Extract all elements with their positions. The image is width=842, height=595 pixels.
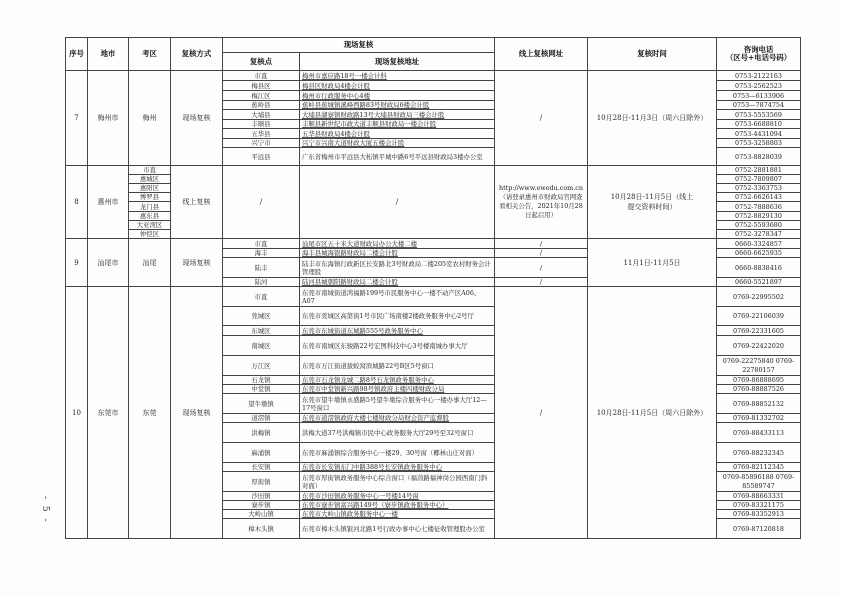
online-url-cell: / xyxy=(495,249,588,258)
address-cell: 洪梅大道37号洪梅镇市民中心政务服务大厅29号至32号窗口 xyxy=(300,423,495,443)
point-cell: 丰顺县 xyxy=(223,120,300,129)
table-row xyxy=(66,166,801,175)
exam-area-cell: 市直 xyxy=(129,166,171,175)
phone-cell: 0752-6626143 xyxy=(716,193,800,202)
point-cell: 兴宁市 xyxy=(223,139,300,148)
phone-cell: 0752-2881881 xyxy=(716,166,800,175)
time-cell: 10月28日-11月5日（线上提交资料时间） xyxy=(587,166,716,239)
review-schedule-table xyxy=(65,37,801,539)
exam-area-cell: 东莞 xyxy=(129,287,171,539)
city-cell: 梅州市 xyxy=(88,71,129,166)
exam-area-cell: 龙门县 xyxy=(129,202,171,212)
address-cell: 东莞市石龙镇龙城二路8号石龙镇政务服务中心 xyxy=(300,376,495,385)
point-cell: 梅县区 xyxy=(223,81,300,91)
address-cell: 东莞市沙田镇政务服务中心一号楼14号窗 xyxy=(300,492,495,501)
phone-cell: 0769-87120818 xyxy=(716,519,800,539)
point-cell: 中堂镇 xyxy=(223,385,300,394)
phone-cell: 0752-3278347 xyxy=(716,230,800,239)
address-cell: 东莞市东城街道东城路555号政务服务中心 xyxy=(300,326,495,336)
point-cell: 万江区 xyxy=(223,356,300,376)
address-cell: 梅州市嘉应路18号一楼会计科 xyxy=(300,71,495,81)
address-cell: 梅州市行政服务中心4楼 xyxy=(300,91,495,101)
point-cell: 陆河 xyxy=(223,278,300,287)
address-cell: 东莞市南城区东骏路22号宏图科技中心3号楼南城办事大厅 xyxy=(300,336,495,356)
point-cell: 厚街镇 xyxy=(223,472,300,492)
address-cell: 东莞市南城街道鸿福路199号市民服务中心一楼不动产区A06、A07 xyxy=(300,287,495,307)
exam-area-cell: 大亚湾区 xyxy=(129,221,171,230)
point-cell: 寮步镇 xyxy=(223,501,300,510)
phone-cell: 0769-83321175 xyxy=(716,501,800,510)
point-cell: 樟木头镇 xyxy=(223,519,300,539)
online-url-cell: / xyxy=(495,258,588,278)
phone-cell: 0660-6625935 xyxy=(716,249,800,258)
header-online-url: 线上复核网址 xyxy=(495,38,588,71)
online-url-cell: / xyxy=(495,239,588,249)
point-cell: 麻涌镇 xyxy=(223,443,300,463)
header-time: 复核时间 xyxy=(587,38,716,71)
header-phone-line2: （区号+电话号码） xyxy=(725,53,792,62)
point-cell: 五华县 xyxy=(223,129,300,139)
header-seq: 序号 xyxy=(66,38,88,71)
point-cell: 东城区 xyxy=(223,326,300,336)
point-cell: 蕉岭县 xyxy=(223,101,300,110)
table-row xyxy=(66,239,801,249)
header-onsite-group: 现场复核 xyxy=(223,38,495,53)
seq-cell: 8 xyxy=(66,166,88,239)
address-cell: 兴宁市兴南大道财政大厦五楼会计股 xyxy=(300,139,495,148)
online-url-cell: / xyxy=(495,278,588,287)
phone-cell: 0753-5553569 xyxy=(716,110,800,120)
point-cell: 望牛墩镇 xyxy=(223,394,300,414)
address-cell: 东莞市大岭山镇政务服务中心一楼 xyxy=(300,510,495,519)
address-cell: 陆河县城朝阳路财政局二楼会计股 xyxy=(300,278,495,287)
phone-cell: 0769-88887526 xyxy=(716,385,800,394)
phone-cell: 0753—6133906 xyxy=(716,91,800,101)
table-row xyxy=(66,71,801,81)
phone-cell: 0769-88232345 xyxy=(716,443,800,463)
seq-cell: 10 xyxy=(66,287,88,539)
phone-cell: 0769-88663331 xyxy=(716,492,800,501)
phone-cell: 0753—7874754 xyxy=(716,101,800,110)
phone-cell: 0769-22331605 xyxy=(716,326,800,336)
point-cell: 梅江区 xyxy=(223,91,300,101)
method-cell: 现场复核 xyxy=(171,71,223,166)
city-cell: 惠州市 xyxy=(88,166,129,239)
phone-cell: 0769-22275840 0769-22780157 xyxy=(716,356,800,376)
point-cell: 平远县 xyxy=(223,148,300,166)
address-cell: 大埔县湖寮镇财政路13号大埔县财政局三楼会计股 xyxy=(300,110,495,120)
address-cell: 东莞市长安镇东门中路388号长安镇政务服务中心 xyxy=(300,463,495,472)
header-city: 地市 xyxy=(88,38,129,71)
phone-cell: 0769-22106039 xyxy=(716,307,800,326)
method-cell: 现场复核 xyxy=(171,287,223,539)
phone-cell: 0752-3363753 xyxy=(716,184,800,193)
phone-cell: 0660-3324857 xyxy=(716,239,800,249)
address-cell: 丰顺县新世纪市政大道丰顺县财政局一楼会计股 xyxy=(300,120,495,129)
exam-area-cell: 惠东县 xyxy=(129,212,171,221)
header-onsite-point: 复核点 xyxy=(223,53,300,71)
address-cell: 广东省梅州市平远县大柘镇平城中路6号平远县财政局3楼办公室 xyxy=(300,148,495,166)
address-cell: 蕉岭县蕉城镇溪峰西路83号财政局6楼会计股 xyxy=(300,101,495,110)
phone-cell: 0752-8829130 xyxy=(716,212,800,221)
header-exam-area: 考区 xyxy=(129,38,171,71)
header-method: 复核方式 xyxy=(171,38,223,71)
phone-cell: 0753-3258803 xyxy=(716,139,800,148)
city-cell: 东莞市 xyxy=(88,287,129,539)
point-cell: / xyxy=(223,166,300,239)
phone-cell: 0769-88852132 xyxy=(716,394,800,414)
phone-cell: 0753-4431094 xyxy=(716,129,800,139)
phone-cell: 0769-82112345 xyxy=(716,463,800,472)
header-onsite-address: 现场复核地址 xyxy=(300,53,495,71)
exam-area-cell: 惠阳区 xyxy=(129,184,171,193)
address-cell: 东莞市樟木头镇银河北路1号行政办事中心七楼征收管理股办公室 xyxy=(300,519,495,539)
address-cell: / xyxy=(300,166,495,239)
point-cell: 沙田镇 xyxy=(223,492,300,501)
point-cell: 市直 xyxy=(223,71,300,81)
point-cell: 大岭山镇 xyxy=(223,510,300,519)
phone-cell: 0769-22422020 xyxy=(716,336,800,356)
phone-cell: 0752-5593680 xyxy=(716,221,800,230)
method-cell: 线上复核 xyxy=(171,166,223,239)
time-cell: 10月28日-11月3日（周六日除外） xyxy=(587,71,716,166)
exam-area-cell: 博罗县 xyxy=(129,193,171,202)
exam-area-cell: 汕尾 xyxy=(129,239,171,287)
phone-cell: 0660-8838416 xyxy=(716,258,800,278)
phone-cell: 0769-88433113 xyxy=(716,423,800,443)
point-cell: 洪梅镇 xyxy=(223,423,300,443)
exam-area-cell: 仲恺区 xyxy=(129,230,171,239)
address-cell: 东莞市道滘镇政府大楼七楼财政分局财会资产监督股 xyxy=(300,414,495,423)
phone-cell: 0753-8828039 xyxy=(716,148,800,166)
exam-area-cell: 惠城区 xyxy=(129,175,171,184)
address-cell: 东莞市中堂镇新兴路98号镇政府主楼四楼财政分局 xyxy=(300,385,495,394)
address-cell: 梅县区财政局4楼会计股 xyxy=(300,81,495,91)
phone-cell: 0660-5521897 xyxy=(716,278,800,287)
point-cell: 莞城区 xyxy=(223,307,300,326)
address-cell: 五华县财政局4楼会计股 xyxy=(300,129,495,139)
online-url-cell: http://www.ewedu.com.cn（请登录惠州市财政局官网查看相关公告，2021年10月28日起启用） xyxy=(495,166,588,239)
address-cell: 汕尾市区五十米大道财政局办公大楼二楼 xyxy=(300,239,495,249)
address-cell: 东莞市莞城区高第街1号市民广场南楼2楼政务服务中心2号厅 xyxy=(300,307,495,326)
address-cell: 东莞市万江街道拔蛟窝滨城路22号B区5号窗口 xyxy=(300,356,495,376)
phone-cell: 0753-6688810 xyxy=(716,120,800,129)
phone-cell: 0769-22995502 xyxy=(716,287,800,307)
seq-cell: 7 xyxy=(66,71,88,166)
point-cell: 海丰 xyxy=(223,249,300,258)
point-cell: 石龙镇 xyxy=(223,376,300,385)
phone-cell: 0769-86888695 xyxy=(716,376,800,385)
point-cell: 市直 xyxy=(223,239,300,249)
phone-cell: 0753-2122163 xyxy=(716,71,800,81)
address-cell: 海丰县城海银路财政局二楼会计股 xyxy=(300,249,495,258)
phone-cell: 0769-85896188 0769-85589747 xyxy=(716,472,800,492)
phone-cell: 0753-2562523 xyxy=(716,81,800,91)
header-phone xyxy=(716,38,800,71)
header-phone-line1: 咨询电话 xyxy=(743,45,774,54)
method-cell: 现场复核 xyxy=(171,239,223,287)
city-cell: 汕尾市 xyxy=(88,239,129,287)
page-number: - 5 - xyxy=(40,496,50,524)
phone-cell: 0752-7888636 xyxy=(716,202,800,212)
online-url-cell: / xyxy=(495,71,588,166)
address-cell: 东莞市麻涌镇综合服务中心一楼29、30号窗（椰林山庄对面） xyxy=(300,443,495,463)
table-row xyxy=(66,287,801,307)
phone-cell: 0769-81332702 xyxy=(716,414,800,423)
point-cell: 道滘镇 xyxy=(223,414,300,423)
point-cell: 长安镇 xyxy=(223,463,300,472)
time-cell: 11月1日-11月5日 xyxy=(587,239,716,287)
online-url-cell: / xyxy=(495,287,588,539)
address-cell: 东莞市厚街镇政务服务中心综合窗口（福茵路福神岗公园西南门斜对面） xyxy=(300,472,495,492)
point-cell: 陆丰 xyxy=(223,258,300,278)
point-cell: 市直 xyxy=(223,287,300,307)
time-cell: 10月28日-11月5日（周六日除外） xyxy=(587,287,716,539)
phone-cell: 0769-83352913 xyxy=(716,510,800,519)
point-cell: 南城区 xyxy=(223,336,300,356)
address-cell: 东莞市寮步镇富兴路149号（寮步镇政务服务中心） xyxy=(300,501,495,510)
exam-area-cell: 梅州 xyxy=(129,71,171,166)
address-cell: 陆丰市东海镇行政新区长安路北3号财政局二楼205室农村财务会计管理股 xyxy=(300,258,495,278)
seq-cell: 9 xyxy=(66,239,88,287)
point-cell: 大埔县 xyxy=(223,110,300,120)
phone-cell: 0752-7809807 xyxy=(716,175,800,184)
address-cell: 东莞市望牛墩镇永盛路5号望牛墩综合服务中心一楼办事大厅12—17号窗口 xyxy=(300,394,495,414)
